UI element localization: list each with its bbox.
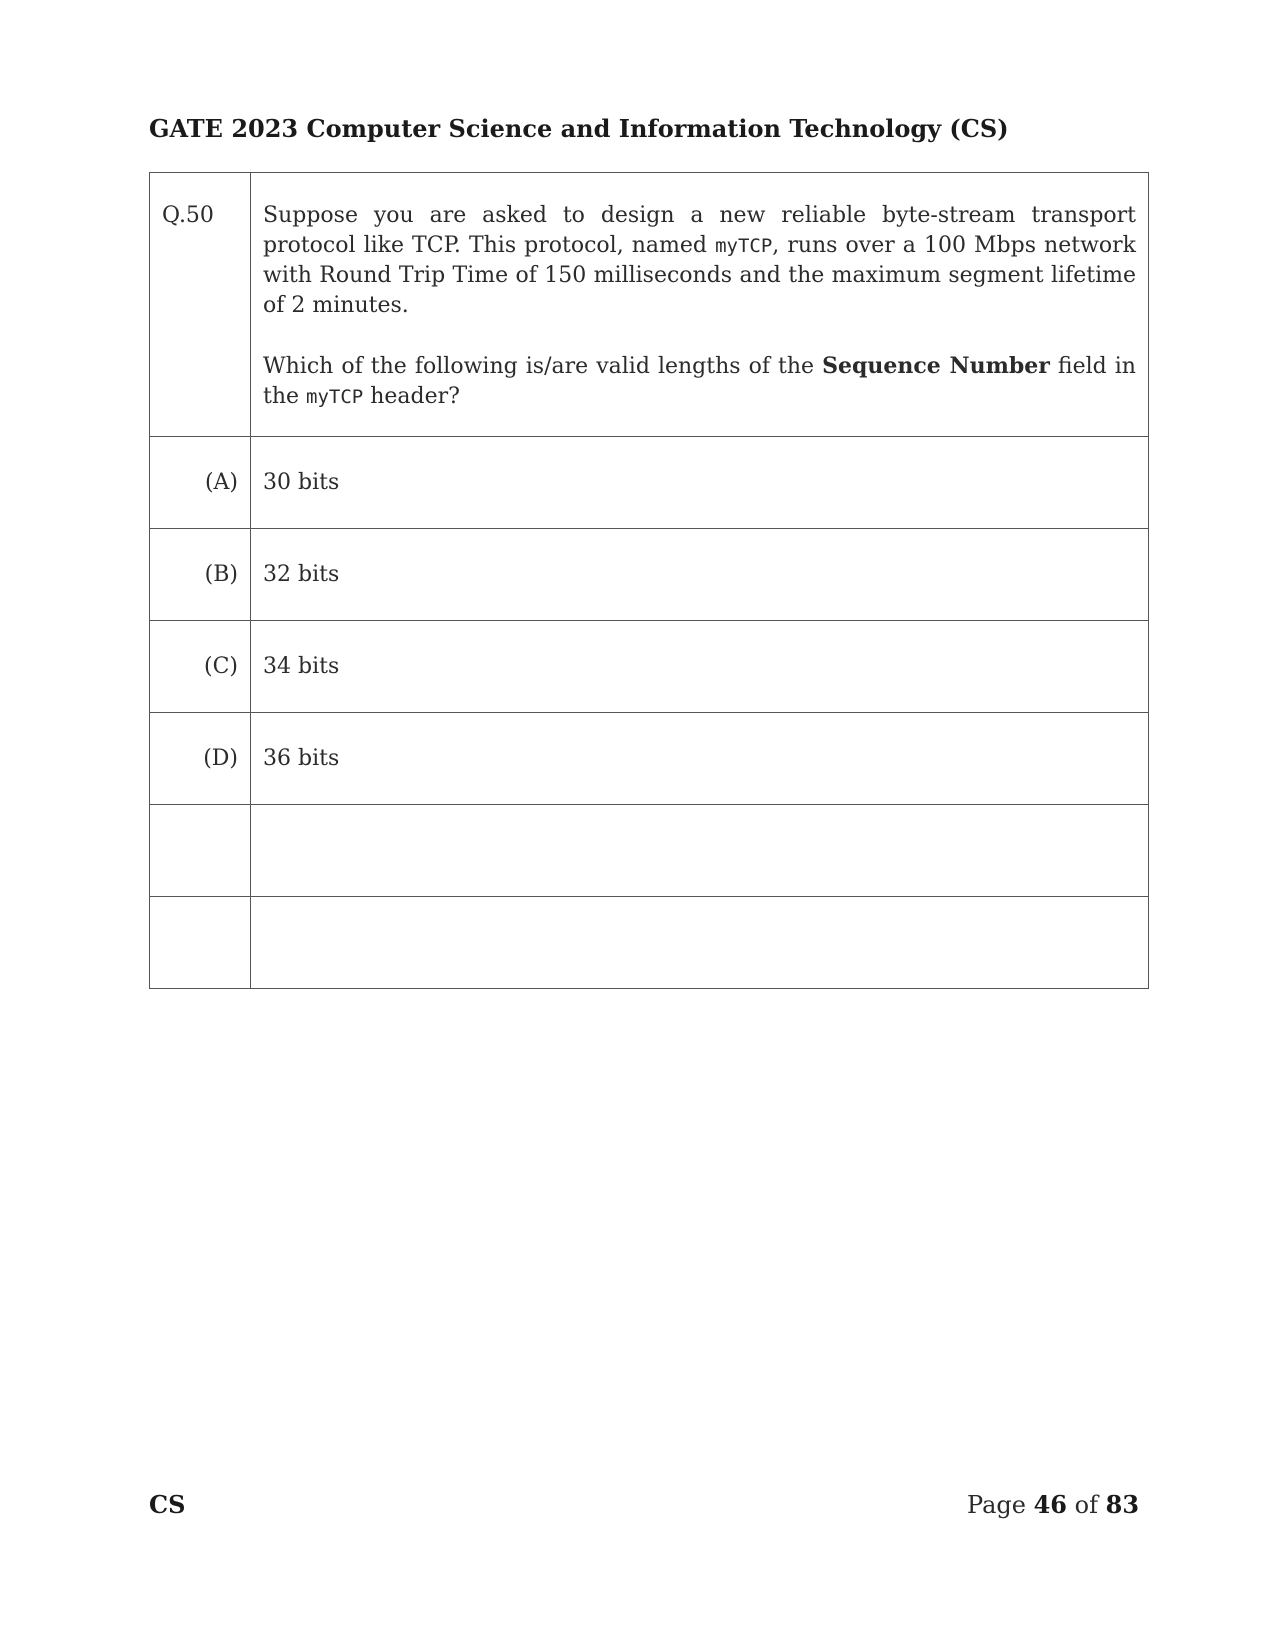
empty-row — [150, 897, 1149, 989]
question-text-part: header? — [363, 384, 460, 409]
protocol-name-code: myTCP — [306, 386, 364, 408]
question-text-part: field in the — [263, 354, 1136, 409]
question-row — [150, 173, 1149, 437]
footer-subject-code: CS — [149, 1490, 186, 1519]
option-label: (B) — [150, 529, 251, 621]
protocol-name-code: myTCP — [715, 235, 773, 257]
of-word: of — [1074, 1491, 1098, 1519]
page-total: 83 — [1105, 1490, 1140, 1519]
option-label: (A) — [150, 437, 251, 529]
empty-cell — [251, 805, 1149, 897]
empty-cell — [150, 805, 251, 897]
option-row-b — [150, 529, 1149, 621]
page-current: 46 — [1033, 1490, 1067, 1519]
question-text-part: , runs over a 100 Mbps network with Round Trip Time of 150 milliseconds and the maximum segment lifetime of 2 minutes. — [263, 233, 1136, 318]
option-text: 34 bits — [251, 621, 1149, 713]
question-paragraph-1 — [263, 201, 1136, 321]
option-label: (D) — [150, 713, 251, 805]
question-text-part: Suppose you are asked to design a new reliable byte-stream transport protocol like TCP. This protocol, named — [263, 203, 1136, 258]
question-paragraph-2 — [263, 351, 1136, 412]
option-label: (C) — [150, 621, 251, 713]
page-word: Page — [967, 1491, 1026, 1519]
option-row-c — [150, 621, 1149, 713]
empty-cell — [150, 897, 251, 989]
option-text: 36 bits — [251, 713, 1149, 805]
footer-page-number — [967, 1490, 1139, 1519]
option-row-a — [150, 437, 1149, 529]
question-number: Q.50 — [150, 173, 251, 437]
question-text — [251, 173, 1149, 437]
option-row-d — [150, 713, 1149, 805]
empty-cell — [251, 897, 1149, 989]
sequence-number-term: Sequence Number — [822, 353, 1050, 379]
question-table — [149, 172, 1149, 989]
page-header-title: GATE 2023 Computer Science and Information Technology (CS) — [149, 114, 1009, 143]
question-text-part: Which of the following is/are valid lengths of the — [263, 354, 823, 379]
option-text: 32 bits — [251, 529, 1149, 621]
empty-row — [150, 805, 1149, 897]
option-text: 30 bits — [251, 437, 1149, 529]
